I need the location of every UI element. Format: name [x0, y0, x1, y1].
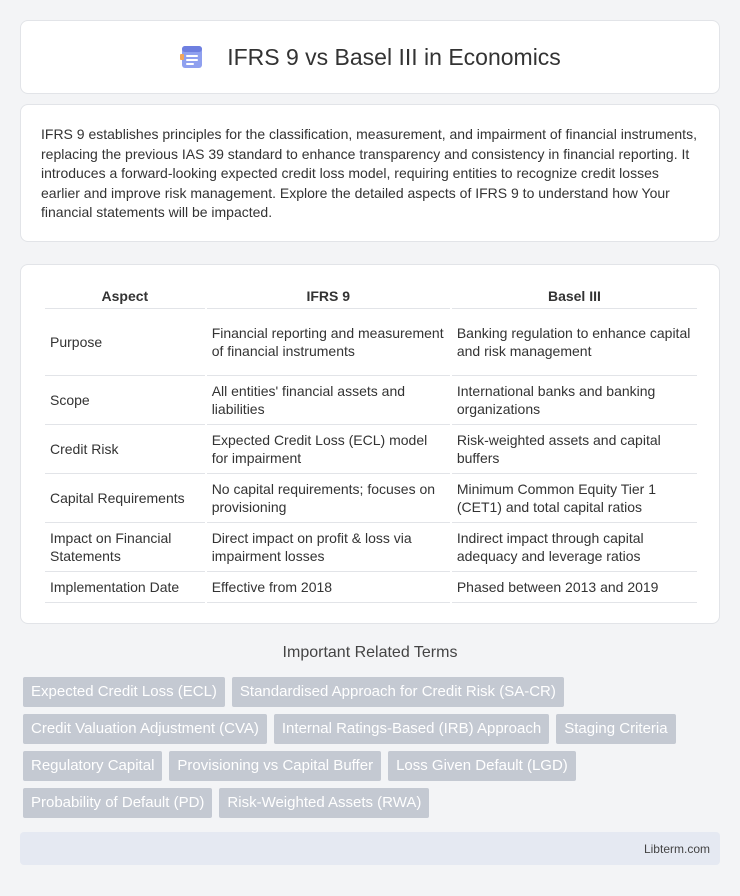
page-header: [20, 20, 720, 94]
related-term-tag[interactable]: Loss Given Default (LGD): [388, 751, 576, 781]
table-cell: Financial reporting and measurement of financial instruments: [207, 309, 450, 376]
table-cell: All entities' financial assets and liabilities: [207, 376, 450, 425]
table-cell: Banking regulation to enhance capital and risk management: [452, 309, 697, 376]
table-cell: Impact on Financial Statements: [45, 523, 205, 572]
table-row: [45, 474, 697, 523]
table-row: [45, 376, 697, 425]
table-row: [45, 523, 697, 572]
table-header-row: [45, 283, 697, 309]
footer: [20, 832, 720, 865]
table-cell: Phased between 2013 and 2019: [452, 572, 697, 603]
related-term-tag[interactable]: Internal Ratings-Based (IRB) Approach: [274, 714, 549, 744]
related-term-tag[interactable]: Standardised Approach for Credit Risk (SA-CR): [232, 677, 564, 707]
related-term-tag[interactable]: Probability of Default (PD): [23, 788, 212, 818]
table-cell: Minimum Common Equity Tier 1 (CET1) and total capital ratios: [452, 474, 697, 523]
document-icon: [179, 44, 205, 70]
footer-site-link[interactable]: Libterm.com: [643, 841, 710, 856]
related-term-tag[interactable]: Credit Valuation Adjustment (CVA): [23, 714, 267, 744]
table-header-cell: IFRS 9: [207, 283, 450, 309]
related-term-tag[interactable]: Provisioning vs Capital Buffer: [169, 751, 381, 781]
table-cell: No capital requirements; focuses on provisioning: [207, 474, 450, 523]
intro-text: IFRS 9 establishes principles for the classification, measurement, and impairment of financial instruments, replacing the previous IAS 39 standard to enhance transparency and consistency in financial reporting. It introduces a forward-looking expected credit loss model, requiring entities to recognize credit losses earlier and improve risk management. Explore the detailed aspects of IFRS 9 to understand how Your financial statements will be impacted.: [41, 126, 697, 220]
table-cell: Risk-weighted assets and capital buffers: [452, 425, 697, 474]
table-cell: Expected Credit Loss (ECL) model for impairment: [207, 425, 450, 474]
table-cell: Scope: [45, 376, 205, 425]
related-term-tag[interactable]: Risk-Weighted Assets (RWA): [219, 788, 429, 818]
related-term-tag[interactable]: Expected Credit Loss (ECL): [23, 677, 225, 707]
comparison-table: [43, 283, 699, 603]
table-row: [45, 572, 697, 603]
table-cell: International banks and banking organizations: [452, 376, 697, 425]
table-cell: Capital Requirements: [45, 474, 205, 523]
related-term-tag[interactable]: Regulatory Capital: [23, 751, 162, 781]
related-terms-list: [23, 677, 723, 818]
table-row: [45, 309, 697, 376]
related-term-tag[interactable]: Staging Criteria: [556, 714, 675, 744]
table-cell: Indirect impact through capital adequacy and leverage ratios: [452, 523, 697, 572]
comparison-table-card: [20, 264, 720, 624]
related-terms-title: Important Related Terms: [282, 644, 458, 661]
page-title: IFRS 9 vs Basel III in Economics: [227, 43, 561, 70]
table-cell: Purpose: [45, 309, 205, 376]
table-cell: Direct impact on profit & loss via impairment losses: [207, 523, 450, 572]
table-cell: Implementation Date: [45, 572, 205, 603]
intro-card: [20, 104, 720, 242]
table-row: [45, 425, 697, 474]
table-cell: Effective from 2018: [207, 572, 450, 603]
table-header-cell: Aspect: [45, 283, 205, 309]
table-cell: Credit Risk: [45, 425, 205, 474]
table-header-cell: Basel III: [452, 283, 697, 309]
